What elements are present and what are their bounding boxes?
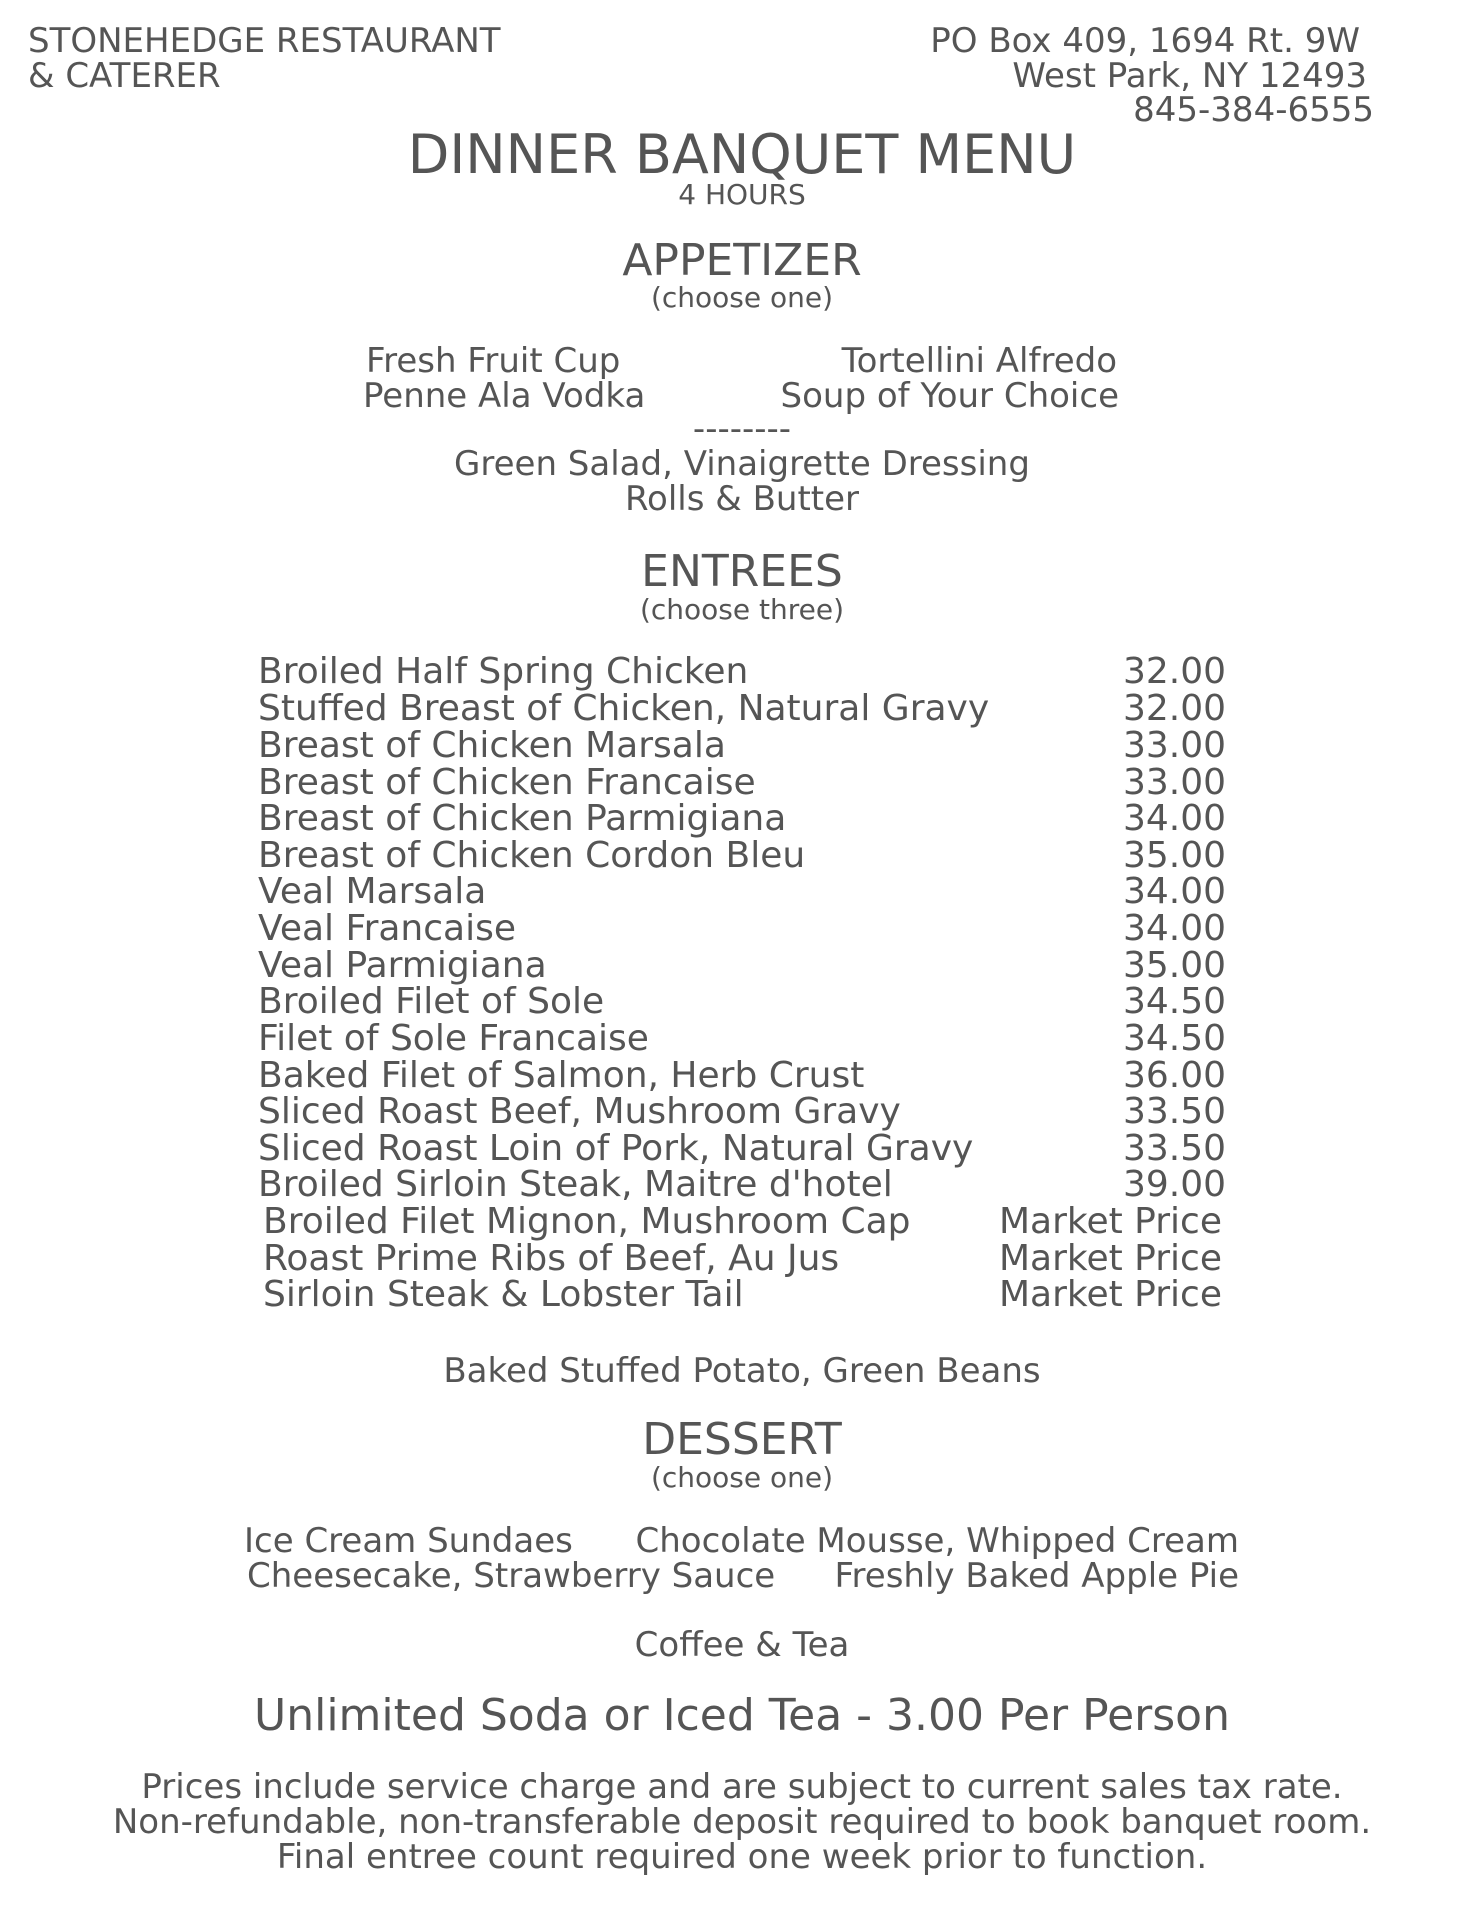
entree-price: 33.50 (1122, 1128, 1226, 1169)
entree-name: Sliced Roast Loin of Pork, Natural Gravy (258, 1128, 974, 1169)
entree-price: 34.00 (1122, 798, 1226, 839)
dessert-option: Chocolate Mousse, Whipped Cream (635, 1521, 1239, 1561)
entree-name: Sirloin Steak & Lobster Tail (263, 1274, 744, 1315)
phone-number: 845-384-6555 (1133, 90, 1374, 130)
entree-price: 33.00 (1122, 725, 1226, 766)
entree-name: Broiled Sirloin Steak, Maitre d'hotel (258, 1164, 893, 1205)
policy-note: Non-refundable, non-transferable deposit required to book banquet room. (112, 1802, 1372, 1842)
dessert-option: Freshly Baked Apple Pie (834, 1556, 1239, 1596)
entree-sides: Baked Stuffed Potato, Green Beans (443, 1351, 1041, 1391)
dessert-heading: DESSERT (642, 1414, 842, 1465)
appetizer-extra: Rolls & Butter (624, 479, 860, 519)
entree-name: Baked Filet of Salmon, Herb Crust (258, 1055, 865, 1096)
appetizer-option: Fresh Fruit Cup (366, 341, 621, 381)
entree-price: 33.00 (1122, 762, 1226, 803)
entree-name: Sliced Roast Beef, Mushroom Gravy (258, 1091, 901, 1132)
appetizer-extra: Green Salad, Vinaigrette Dressing (454, 444, 1030, 484)
address-line1: PO Box 409, 1694 Rt. 9W (930, 21, 1360, 61)
appetizer-option: Penne Ala Vodka (363, 376, 646, 416)
menu-duration: 4 HOURS (678, 178, 806, 211)
entree-name: Broiled Half Spring Chicken (258, 651, 749, 692)
policy-note: Prices include service charge and are subject to current sales tax rate. (141, 1767, 1343, 1807)
appetizer-option: Tortellini Alfredo (841, 341, 1117, 381)
restaurant-name-line2: & CATERER (28, 56, 221, 96)
entrees-heading: ENTREES (641, 546, 843, 597)
entree-price: 34.50 (1122, 981, 1226, 1022)
appetizer-instruction: (choose one) (650, 281, 834, 314)
policy-note: Final entree count required one week prior to function. (276, 1837, 1208, 1877)
entree-price: 32.00 (1122, 688, 1226, 729)
entree-price: 33.50 (1122, 1091, 1226, 1132)
dessert-beverage: Coffee & Tea (634, 1625, 850, 1665)
dessert-instruction: (choose one) (650, 1461, 834, 1494)
entree-name: Roast Prime Ribs of Beef, Au Jus (263, 1238, 840, 1279)
soda-upgrade: Unlimited Soda or Iced Tea - 3.00 Per Person (254, 1690, 1230, 1741)
entree-price: 34.00 (1122, 871, 1226, 912)
entrees-instruction: (choose three) (639, 593, 845, 626)
entree-price: Market Price (998, 1274, 1222, 1315)
entree-name: Broiled Filet of Sole (258, 981, 605, 1022)
entree-name: Broiled Filet Mignon, Mushroom Cap (263, 1201, 911, 1242)
entree-price: 34.50 (1122, 1018, 1226, 1059)
dessert-option: Ice Cream Sundaes (244, 1521, 573, 1561)
entree-name: Stuffed Breast of Chicken, Natural Gravy (258, 688, 990, 729)
entree-name: Veal Parmigiana (258, 945, 547, 986)
entree-name: Breast of Chicken Parmigiana (258, 798, 787, 839)
dessert-option: Cheesecake, Strawberry Sauce (247, 1556, 776, 1596)
entree-name: Breast of Chicken Francaise (258, 762, 756, 803)
entree-name: Breast of Chicken Cordon Bleu (258, 835, 806, 876)
entree-price: 35.00 (1122, 835, 1226, 876)
entree-price: 36.00 (1122, 1055, 1226, 1096)
entree-price: Market Price (998, 1201, 1222, 1242)
entree-price: Market Price (998, 1238, 1222, 1279)
entree-name: Veal Francaise (258, 908, 517, 949)
restaurant-name: STONEHEDGE RESTAURANT (28, 21, 501, 61)
entree-price: 34.00 (1122, 908, 1226, 949)
appetizer-divider: -------- (692, 409, 792, 449)
entree-name: Filet of Sole Francaise (258, 1018, 649, 1059)
entree-name: Breast of Chicken Marsala (258, 725, 726, 766)
entree-price: 35.00 (1122, 945, 1226, 986)
entree-name: Veal Marsala (258, 871, 487, 912)
entree-price: 39.00 (1122, 1164, 1226, 1205)
menu-title: DINNER BANQUET MENU (407, 123, 1077, 186)
appetizer-heading: APPETIZER (622, 235, 862, 286)
entree-price: 32.00 (1122, 651, 1226, 692)
appetizer-option: Soup of Your Choice (780, 376, 1119, 416)
address-line2: West Park, NY 12493 (1012, 56, 1367, 96)
